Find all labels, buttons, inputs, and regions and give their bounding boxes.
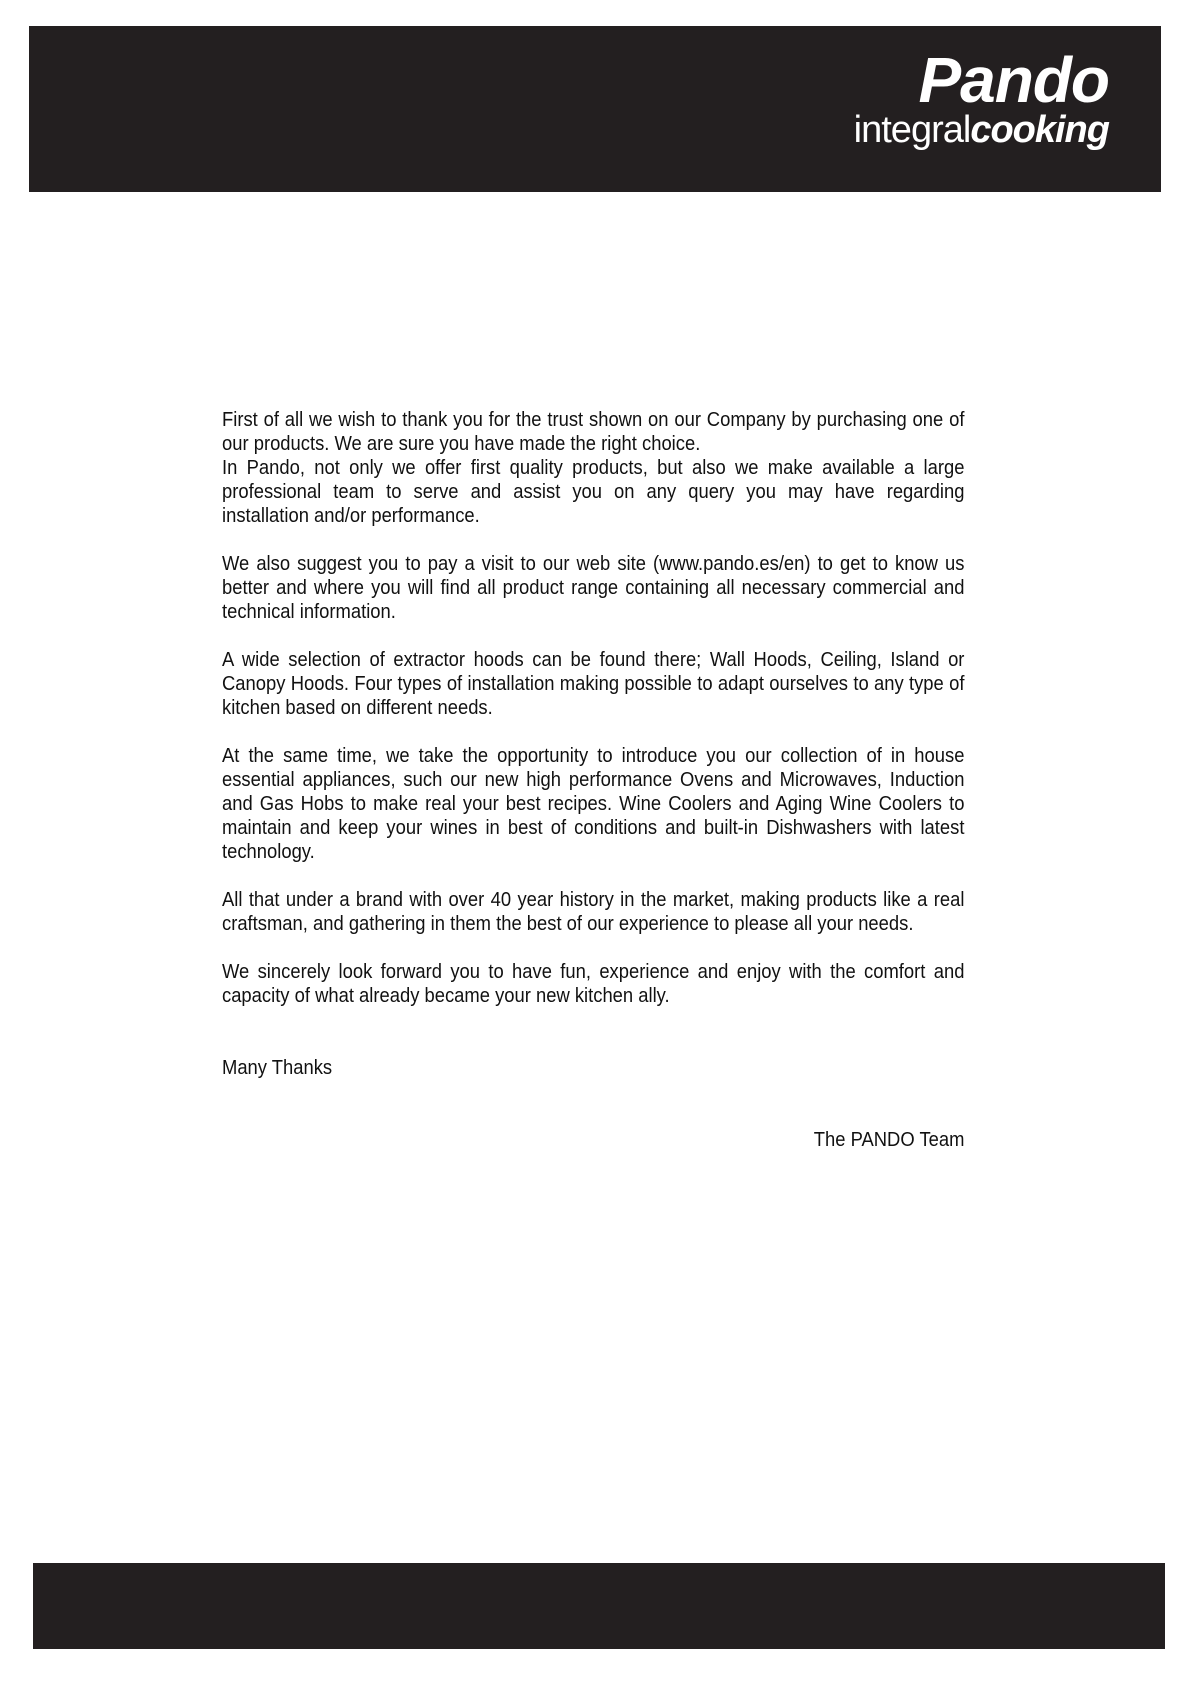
paragraph-closing-wish: We sincerely look forward you to have fun, experience and enjoy with the comfort and capacity of what already became your new kitchen ally.	[222, 961, 965, 1007]
header-band	[29, 26, 1161, 192]
logo-brand: Pando	[918, 44, 1109, 116]
footer-band	[33, 1563, 1165, 1649]
paragraph-brand-history: All that under a brand with over 40 year history in the market, making products like a real craftsman, and gathering in them the best of our experience to please all your needs.	[222, 889, 965, 935]
logo-tagline-light: integral	[853, 109, 971, 151]
paragraph-hoods: A wide selection of extractor hoods can be found there; Wall Hoods, Ceiling, Island or Canopy Hoods. Four types of installation making possible to adapt ourselves to any type of kitchen based on different needs.	[222, 649, 965, 719]
closing-line: Many Thanks	[222, 1057, 333, 1079]
letter-body	[222, 408, 964, 1176]
signature: The PANDO Team	[813, 1129, 965, 1151]
paragraph-website: We also suggest you to pay a visit to our web site (www.pando.es/en) to get to know us better and where you will find all product range containing all necessary commercial and technical information.	[222, 553, 965, 623]
paragraph-thanks: First of all we wish to thank you for the trust shown on our Company by purchasing one of our products. We are sure you have made the right choice.	[222, 409, 965, 455]
paragraph-team: In Pando, not only we offer first quality products, but also we make available a large professional team to serve and assist you on any query you may have regarding installation and/or performance.	[222, 457, 965, 527]
pando-logo	[853, 44, 1109, 151]
paragraph-appliances: At the same time, we take the opportunity to introduce you our collection of in house essential appliances, such our new high performance Ovens and Microwaves, Induction and Gas Hobs to make real your best recipes. Wine Coolers and Aging Wine Coolers to maintain and keep your wines in best of conditions and built-in Dishwashers with latest technology.	[222, 745, 965, 863]
logo-tagline	[854, 110, 1109, 150]
logo-tagline-bold: cooking	[970, 109, 1109, 151]
